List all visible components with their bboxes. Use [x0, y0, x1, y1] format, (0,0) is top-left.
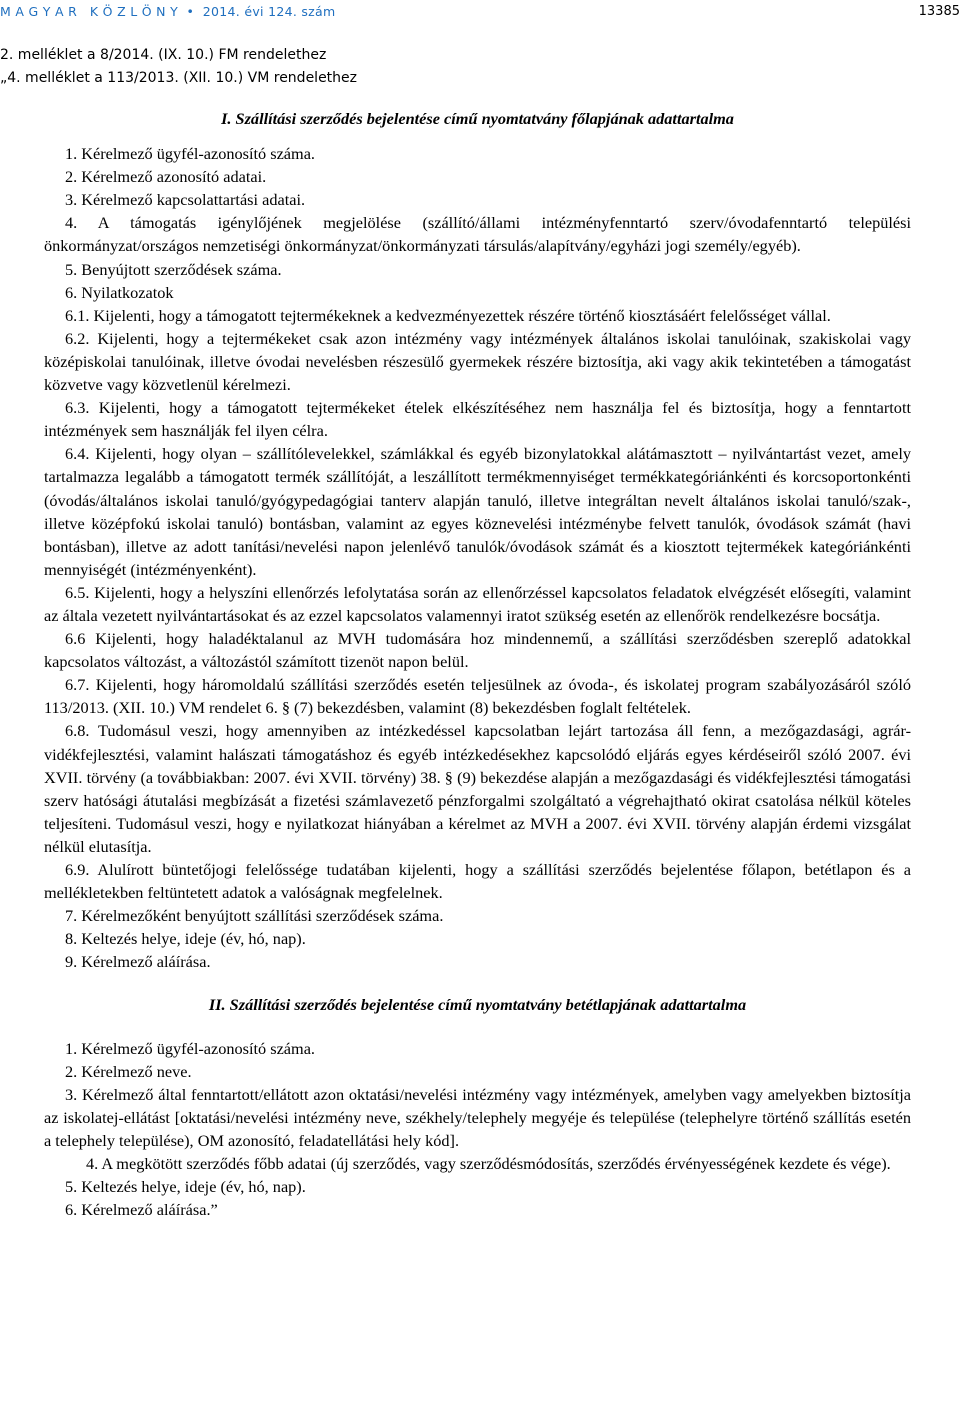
s1-item-1: 1. Kérelmező ügyfél-azonosító száma.: [65, 144, 315, 164]
s1-item-7: 7. Kérelmezőként benyújtott szállítási szerződések száma.: [65, 906, 444, 926]
s1-item-5: 5. Benyújtott szerződések száma.: [65, 259, 282, 279]
s1-item-6-3: 6.3. Kijelenti, hogy a támogatott tejtermékeket ételek elkészítéséhez nem használja fel és biztosítja, hogy a fenntartott intézmények sem használják fel ilyen célra.: [44, 398, 911, 441]
s2-item-6: 6. Kérelmező aláírása.”: [65, 1200, 218, 1220]
s1-item-9: 9. Kérelmező aláírása.: [65, 952, 211, 972]
s1-item-6-4: 6.4. Kijelenti, hogy olyan – szállítólevelekkel, számlákkal és egyéb bizonylatokkal alátámasztott – nyilvántartást vezet, amely tartalmazza legalább a támogatott termék szállítóját, a leszállított termékmennyiséget termékkategóriánkénti és korcsoportonkénti (óvodás/általános iskolai tanuló/gyógypedagógiai tanterv alapján tanuló, illetve integráltan nevelt általános iskolai tanuló/szak-, illetve középfokú iskolai tanuló) bontásban, valamint az egyes köznevelési intézménybe felvett tanulók, óvodások számát (havi bontásban), illetve az adott tanítási/nevelési napon jelenlévő tanulók/óvodások számát és a kiosztott tejtermékek kategóriánkénti mennyiségét (intézményenként).: [44, 444, 911, 579]
s1-item-6-6: 6.6 Kijelenti, hogy haladéktalanul az MVH tudomására hoz mindennemű, a szállítási szerződésben szereplő adatokkal kapcsolatos változást, a változástól számított tizenöt napon belül.: [44, 629, 911, 672]
s1-item-6: 6. Nyilatkozatok: [65, 282, 174, 302]
s1-item-6-2: 6.2. Kijelenti, hogy a tejtermékeket csak azon intézmény vagy intézmények általános iskolai tanulóinak, szakiskolai vagy középiskolai tanulóinak, illetve óvodai nevelésben részesülő gyermekek részére biztosítja, aki vagy akik tekintetében a támogatást közvetve vagy közvetlenül kérelmezi.: [44, 328, 911, 395]
s2-item-5: 5. Keltezés helye, ideje (év, hó, nap).: [65, 1177, 306, 1197]
s1-item-6-5: 6.5. Kijelenti, hogy a helyszíni ellenőrzés lefolytatása során az ellenőrzéssel kapcsolatos feladatok elvégzését elősegíti, valamint az általa vezetett nyilvántartásokat és az ezzel kapcsolatos valamennyi iratot szükség esetén az ellenőrök rendelkezésre bocsátja.: [44, 582, 911, 625]
page-number: 13385: [918, 4, 960, 19]
s1-item-4: 4. A támogatás igénylőjének megjelölése (szállító/állami intézményfenntartó szerv/óvodafenntartó települési önkormányzat/országos nemzetiségi önkormányzat/önkormányzati társulás/alapítvány/egyházi jogi személy/egyéb).: [44, 213, 911, 256]
s1-item-3: 3. Kérelmező kapcsolattartási adatai.: [65, 190, 306, 210]
section-1-title: I. Szállítási szerződés bejelentése című nyomtatvány főlapjának adattartalma: [221, 109, 734, 128]
section-2-title: II. Szállítási szerződés bejelentése című nyomtatvány betétlapjának adattartalma: [208, 995, 747, 1015]
s1-item-6-7: 6.7. Kijelenti, hogy háromoldalú szállítási szerződés esetén teljesülnek az óvoda-, és iskolatej program szabályozásáról szóló 113/2013. (XII. 10.) VM rendelet 6. § (7) bekezdésben, valamint (8) bekezdésben foglalt feltételek.: [44, 675, 911, 718]
s1-item-8: 8. Keltezés helye, ideje (év, hó, nap).: [65, 929, 306, 949]
spacer: [44, 130, 911, 142]
s1-item-2: 2. Kérelmező azonosító adatai.: [65, 167, 267, 187]
running-head: M A G Y A R K Ö Z L Ö N Y • 2014. évi 124. szám: [0, 4, 336, 19]
s1-item-6-9: 6.9. Alulírott büntetőjogi felelőssége tudatában kijelenti, hogy a szállítási szerződés bejelentése főlapon, betétlapon és a mellékletekben feltüntetett adatok a valóságnak megfelelnek.: [44, 860, 911, 903]
page-header: [0, 0, 960, 22]
annex-reference-2: „4. melléklet a 113/2013. (XII. 10.) VM rendelethez: [0, 70, 358, 86]
s1-item-6-8: 6.8. Tudomásul veszi, hogy amennyiben az intézkedéssel kapcsolatban lejárt tartozása áll fenn, a mezőgazdasági, agrár-vidékfejlesztési, valamint halászati támogatáshoz és egyéb intézkedésekhez kapcsolódó eljárás egyes kérdéseiről szóló 2007. évi XVII. törvény (a továbbiakban: 2007. évi XVII. törvény) 38. § (9) bekezdése alapján a mezőgazdasági és vidékfejlesztési támogatási szerv hatósági átutalási megbízását a fizetési számlavezető pénzforgalmi szolgáltató a végrehajtható okirat csatolása nélkül köteles teljesíteni. Tudomásul veszi, hogy e nyilatkozat hiányában a kérelmet az MVH a 2007. évi XVII. törvény alapján érdemi vizsgálat nélkül elutasítja.: [44, 721, 911, 856]
s2-item-2: 2. Kérelmező neve.: [65, 1061, 192, 1081]
document-body: [44, 107, 911, 1221]
s1-item-6-1: 6.1. Kijelenti, hogy a támogatott tejtermékeknek a kedvezményezettek részére történő kiosztásáért felelősséget vállal.: [65, 305, 831, 325]
s2-item-3: 3. Kérelmező által fenntartott/ellátott azon oktatási/nevelési intézmény vagy intézmények, amelyben vagy amelyekben biztosítja az iskolatej-ellátást [oktatási/nevelési intézmény neve, székhely/telephely megyéje és települése (telephelyre történő szállítás esetén a telephely települése), OM azonosító, feladatellátási hely kód].: [44, 1084, 911, 1150]
annex-references: [0, 44, 357, 90]
s2-item-1: 1. Kérelmező ügyfél-azonosító száma.: [65, 1038, 315, 1058]
s2-item-4: 4. A megkötött szerződés főbb adatai (új szerződés, vagy szerződésmódosítás, szerződés érvényességének kezdete és vége).: [86, 1154, 891, 1174]
annex-reference-1: 2. melléklet a 8/2014. (IX. 10.) FM rendelethez: [0, 47, 327, 63]
